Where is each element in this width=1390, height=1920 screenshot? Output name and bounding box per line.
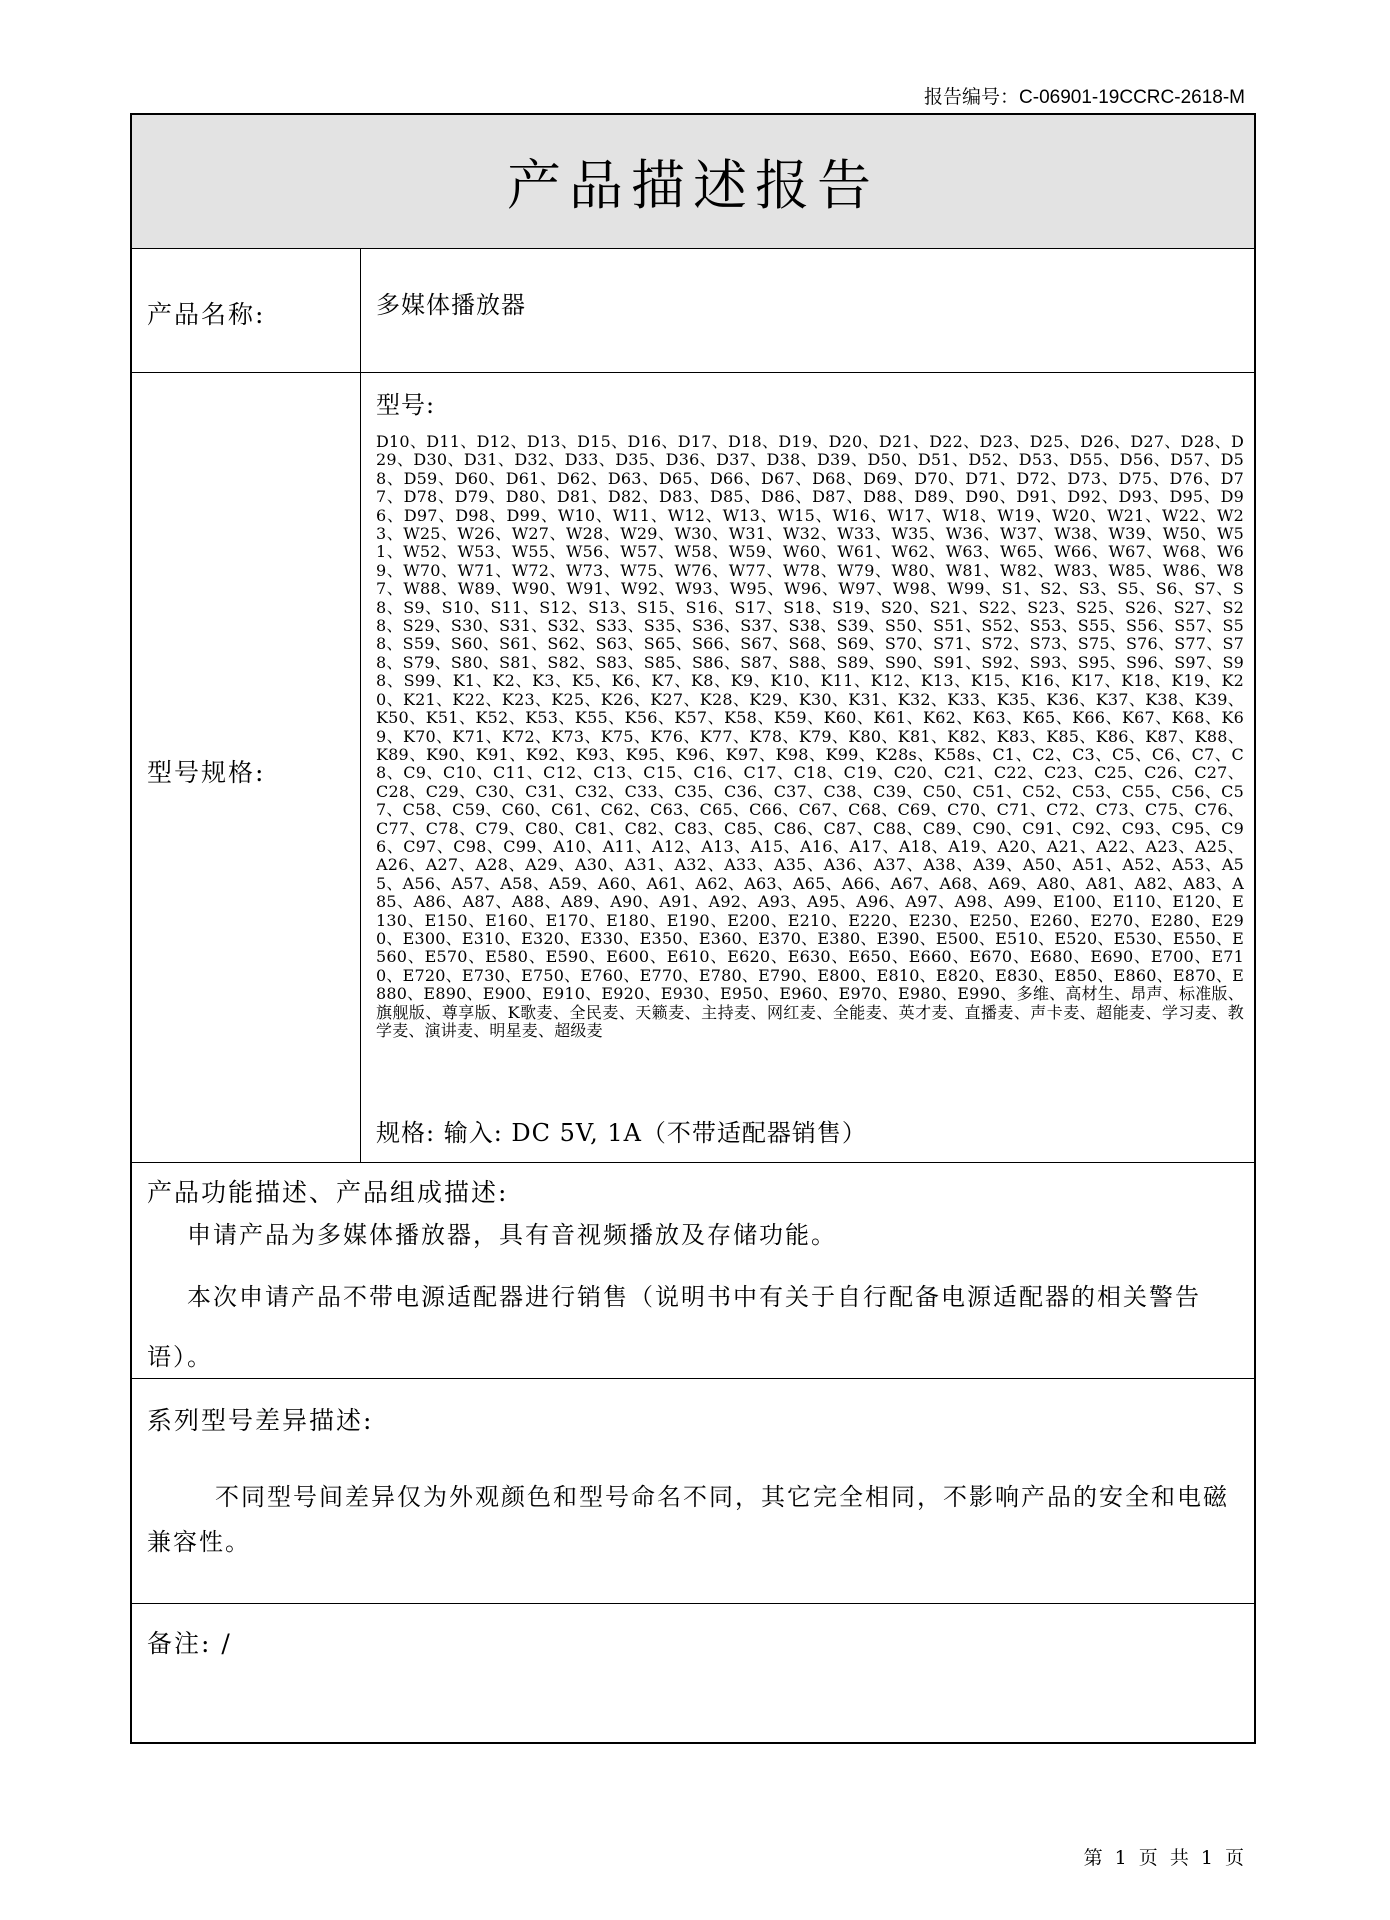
model-heading: 型号: (376, 391, 436, 419)
model-list: D10、D11、D12、D13、D15、D16、D17、D18、D19、D20、D21、D22、D23、D25、D26、D27、D28、D29、D30、D31、D32、D33、D35、D36、D37、D38、D39、D50、D51、D52、D53、D55、D56、D57、D58、D59、D60、D61、D62、D63、D65、D66、D67、D68、D69、D70、D71、D72、D73、D75、D76、D77、D78、D79、D80、D81、D82、D83、D85、D86、D87、D88、D89、D90、D91、D92、D93、D95、D96、D97、D98、D99、W10、W11、W12、W13、W15、W16、W17、W18、W19、W20、W21、W22、W23、W25、W26、W27、W28、W29、W30、W31、W32、W33、W35、W36、W37、W38、W39、W50、W51、W52、W53、W55、W56、W57、W58、W59、W60、W61、W62、W63、W65、W66、W67、W68、W69、W70、W71、W72、W73、W75、W76、W77、W78、W79、W80、W81、W82、W83、W85、W86、W87、W88、W89、W90、W91、W92、W93、W95、W96、W97、W98、W99、S1、S2、S3、S5、S6、S7、S8、S9、S10、S11、S12、S13、S15、S16、S17、S18、S19、S20、S21、S22、S23、S25、S26、S27、S28、S29、S30、S31、S32、S33、S35、S36、S37、S38、S39、S50、S51、S52、S53、S55、S56、S57、S58、S59、S60、S61、S62、S63、S65、S66、S67、S68、S69、S70、S71、S72、S73、S75、S76、S77、S78、S79、S80、S81、S82、S83、S85、S86、S87、S88、S89、S90、S91、S92、S93、S95、S96、S97、S98、S99、K1、K2、K3、K5、K6、K7、K8、K9、K10、K11、K12、K13、K15、K16、K17、K18、K19、K20、K21、K22、K23、K25、K26、K27、K28、K29、K30、K31、K32、K33、K35、K36、K37、K38、K39、K50、K51、K52、K53、K55、K56、K57、K58、K59、K60、K61、K62、K63、K65、K66、K67、K68、K69、K70、K71、K72、K73、K75、K76、K77、K78、K79、K80、K81、K82、K83、K85、K86、K87、K88、K89、K90、K91、K92、K93、K95、K96、K97、K98、K99、K28s、K58s、C1、C2、C3、C5、C6、C7、C8、C9、C10、C11、C12、C13、C15、C16、C17、C18、C19、C20、C21、C22、C23、C25、C26、C27、C28、C29、C30、C31、C32、C33、C35、C36、C37、C38、C39、C50、C51、C52、C53、C55、C56、C57、C58、C59、C60、C61、C62、C63、C65、C66、C67、C68、C69、C70、C71、C72、C73、C75、C76、C77、C78、C79、C80、C81、C82、C83、C85、C86、C87、C88、C89、C90、C91、C92、C93、C95、C96、C97、C98、C99、A10、A11、A12、A13、A15、A16、A17、A18、A19、A20、A21、A22、A23、A25、A26、A27、A28、A29、A30、A31、A32、A33、A35、A36、A37、A38、A39、A50、A51、A52、A53、A55、A56、A57、A58、A59、A60、A61、A62、A63、A65、A66、A67、A68、A69、A80、A81、A82、A83、A85、A86、A87、A88、A89、A90、A91、A92、A93、A95、A96、A97、A98、A99、E100、E110、E120、E130、E150、E160、E170、E180、E190、E200、E210、E220、E230、E250、E260、E270、E280、E290、E300、E310、E320、E330、E350、E360、E370、E380、E390、E500、E510、E520、E530、E550、E560、E570、E580、E590、E600、E610、E620、E630、E650、E660、E670、E680、E690、E700、E710、E720、E730、E750、E760、E770、E780、E790、E800、E810、E820、E830、E850、E860、E870、E880、E890、E900、E910、E920、E930、E950、E960、E970、E980、E990、多维、高材生、昂声、标准版、旗舰版、尊享版、K歌麦、全民麦、天籁麦、主持麦、网红麦、全能麦、英才麦、直播麦、声卡麦、超能麦、学习麦、教学麦、演讲麦、明星麦、超级麦 (376, 432, 1244, 1040)
series-difference-label: 系列型号差异描述: (147, 1406, 374, 1435)
spec-text: 规格: 输入: DC 5V, 1A（不带适配器销售） (376, 1119, 867, 1147)
product-name-label: 产品名称: (147, 300, 266, 329)
model-spec-row (132, 373, 1254, 1163)
remark-label: 备注: / (147, 1629, 232, 1658)
column-divider (360, 249, 361, 372)
remark-row (132, 1604, 1254, 1744)
column-divider (360, 373, 361, 1162)
function-description-row (132, 1163, 1254, 1379)
series-difference-paragraph: 不同型号间差异仅为外观颜色和型号命名不同，其它完全相同，不影响产品的安全和电磁兼容性。 (147, 1483, 1229, 1556)
function-paragraph-1: 申请产品为多媒体播放器，具有音视频播放及存储功能。 (187, 1221, 837, 1249)
product-name-row (132, 249, 1254, 373)
title-row (132, 115, 1254, 249)
page-number: 第 1 页 共 1 页 (1083, 1847, 1247, 1869)
function-paragraph-2: 本次申请产品不带电源适配器进行销售（说明书中有关于自行配备电源适配器的相关警告语）。 (147, 1283, 1201, 1371)
report-number-value: C-06901-19CCRC-2618-M (1019, 87, 1245, 108)
series-difference-row (132, 1379, 1254, 1604)
report-table (130, 113, 1256, 1744)
function-description-label: 产品功能描述、产品组成描述: (147, 1178, 509, 1207)
page-title: 产品描述报告 (507, 154, 879, 217)
product-name-value: 多媒体播放器 (376, 291, 526, 319)
report-number (924, 82, 1245, 109)
report-number-label: 报告编号： (924, 86, 1020, 108)
model-spec-label: 型号规格: (147, 758, 266, 787)
